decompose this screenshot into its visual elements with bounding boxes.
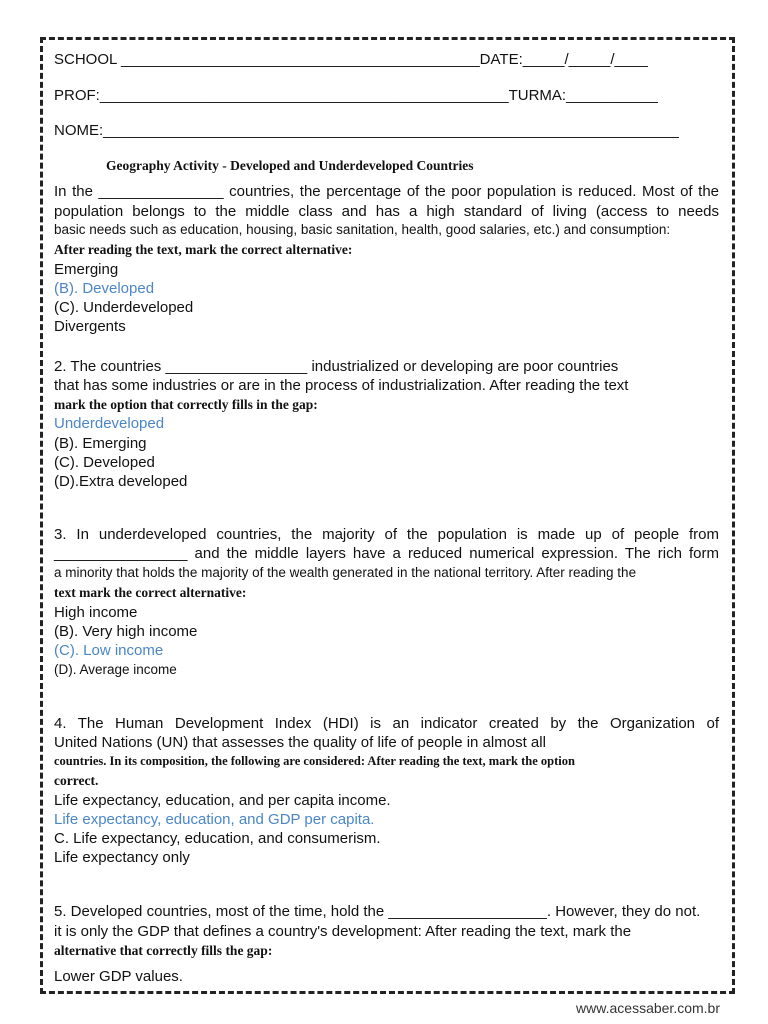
q1-option-b: (B). Developed <box>54 280 155 297</box>
q1-option-d: Divergents <box>54 318 126 335</box>
q5-text-line-2: it is only the GDP that defines a country's development: After reading the text, mark the <box>54 923 632 940</box>
q4-option-a: Life expectancy, education, and per capita income. <box>54 792 391 809</box>
q2-option-b: (B). Emerging <box>54 435 147 452</box>
q4-text-line-1: 4. The Human Development Index (HDI) is an indicator created by the Organization of <box>54 715 719 732</box>
q3-option-c: (C). Low income <box>54 642 164 659</box>
q1-option-a: Emerging <box>54 261 119 278</box>
q4-option-c: C. Life expectancy, education, and consumerism. <box>54 830 381 847</box>
q1-text-line-1: In the _______________ countries, the percentage of the poor population is reduced. Most of the <box>54 183 719 200</box>
q4-text-line-2: United Nations (UN) that assesses the quality of life of people in almost all <box>54 734 546 751</box>
q5-instruction: alternative that correctly fills the gap: <box>54 943 273 958</box>
q2-instruction: mark the option that correctly fills in the gap: <box>54 397 318 412</box>
page-title: Geography Activity - Developed and Underdeveloped Countries <box>106 158 474 173</box>
q1-text-line-2: population belongs to the middle class and has a high standard of living (access to needs <box>54 203 719 220</box>
q4-instruction-line-2: correct. <box>54 773 99 788</box>
prof-turma-line: PROF:_________________________________________________TURMA:___________ <box>54 87 658 104</box>
q2-option-a: Underdeveloped <box>54 415 165 432</box>
q3-text-line-3: a minority that holds the majority of the wealth generated in the national territory. After reading the <box>54 565 637 580</box>
q5-option-a: Lower GDP values. <box>54 968 183 985</box>
q2-option-c: (C). Developed <box>54 454 155 471</box>
school-date-line: SCHOOL ___________________________________________DATE:_____/_____/____ <box>54 51 648 68</box>
q2-text-line-2: that has some industries or are in the process of industrialization. After reading the text <box>54 377 629 394</box>
q4-instruction-line-1: countries. In its composition, the following are considered: After reading the text, mark the option <box>54 754 575 768</box>
q3-option-a: High income <box>54 604 138 621</box>
q3-text-line-2: ________________ and the middle layers have a reduced numerical expression. The rich form <box>54 545 719 562</box>
q3-option-b: (B). Very high income <box>54 623 198 640</box>
q4-option-d: Life expectancy only <box>54 849 190 866</box>
q2-text-line-1: 2. The countries _________________ industrialized or developing are poor countries <box>54 358 619 375</box>
footer-url: www.acessaber.com.br <box>576 1000 720 1016</box>
q3-instruction: text mark the correct alternative: <box>54 585 247 600</box>
q3-text-line-1: 3. In underdeveloped countries, the majority of the population is made up of people from <box>54 526 719 543</box>
q1-text-line-3: basic needs such as education, housing, basic sanitation, health, good salaries, etc.) and consumption: <box>54 222 671 237</box>
q3-option-d: (D). Average income <box>54 662 177 677</box>
q2-option-d: (D).Extra developed <box>54 473 188 490</box>
q4-option-b: Life expectancy, education, and GDP per capita. <box>54 811 375 828</box>
q1-instruction: After reading the text, mark the correct alternative: <box>54 242 353 257</box>
name-line: NOME:_____________________________________________________________________ <box>54 122 679 139</box>
q5-text-line-1: 5. Developed countries, most of the time, hold the ___________________. However, they do not. <box>54 903 701 920</box>
q1-option-c: (C). Underdeveloped <box>54 299 194 316</box>
